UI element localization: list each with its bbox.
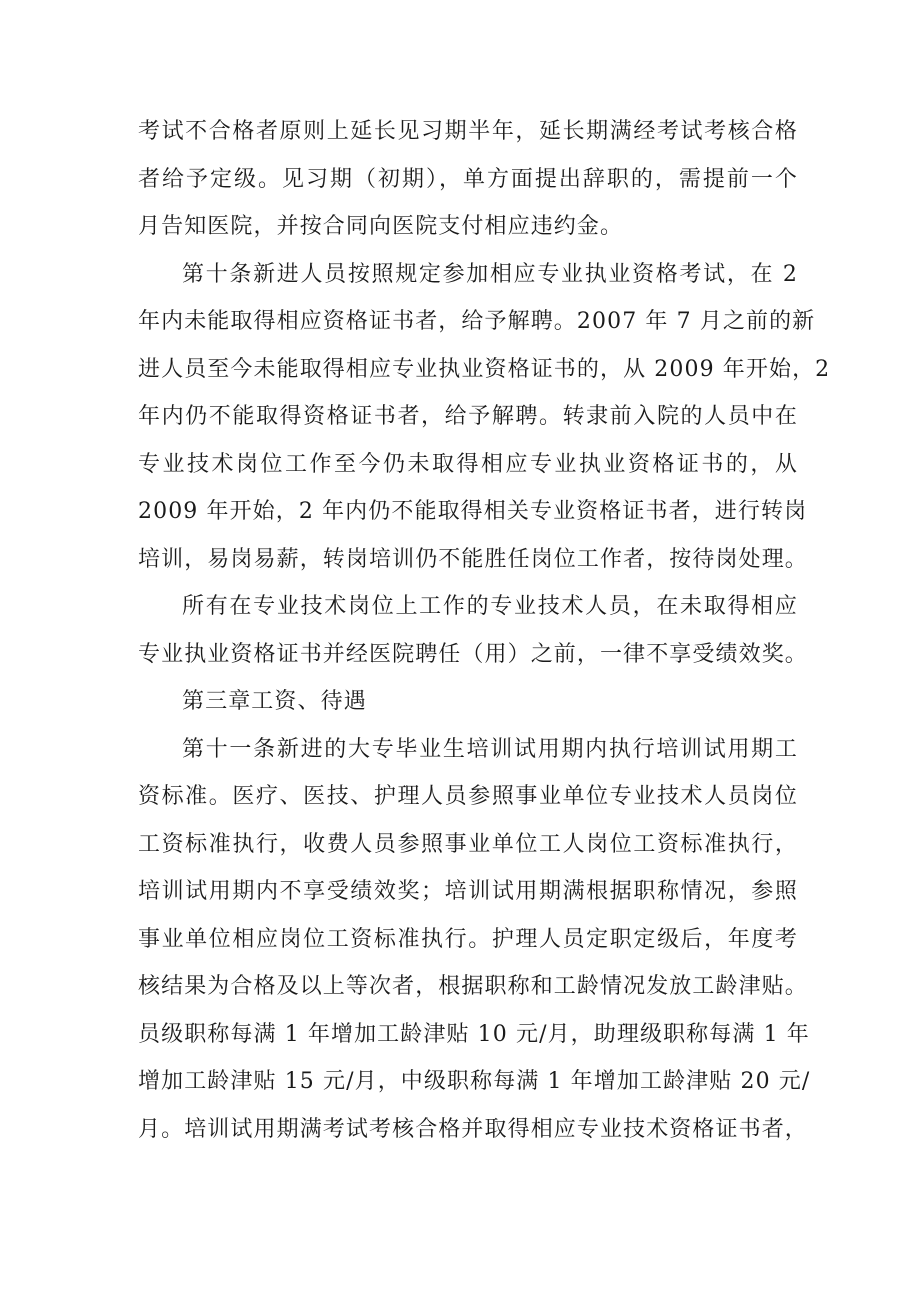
text-line: 月告知医院，并按合同向医院支付相应违约金。	[138, 214, 624, 239]
paragraph-probation-continuation	[138, 108, 798, 251]
paragraph-article-11	[138, 726, 811, 1154]
text-line: 核结果为合格及以上等次者，根据职称和工龄情况发放工龄津贴。	[138, 974, 808, 999]
text-line: 增加工龄津贴 15 元/月，中级职称每满 1 年增加工龄津贴 20 元/	[138, 1069, 811, 1094]
text-line: 所有在专业技术岗位上工作的专业技术人员，在未取得相应	[182, 594, 798, 619]
text-line: 月。培训试用期满考试考核合格并取得相应专业技术资格证书者，	[138, 1116, 808, 1142]
chapter-heading	[138, 678, 798, 726]
text-line: 者给予定级。见习期（初期），单方面提出辞职的，需提前一个	[138, 166, 798, 192]
text-line: 培训试用期内不享受绩效奖；培训试用期满根据职称情况，参照	[138, 879, 798, 904]
text-line: 培训，易岗易薪，转岗培训仍不能胜任岗位工作者，按待岗处理。	[138, 546, 808, 572]
text-line: 专业技术岗位工作至今仍未取得相应专业执业资格证书的，从	[138, 451, 798, 477]
text-line: 年内仍不能取得资格证书者，给予解聘。转隶前入院的人员中在	[138, 404, 798, 429]
text-line: 员级职称每满 1 年增加工龄津贴 10 元/月，助理级职称每满 1 年	[138, 1021, 810, 1047]
paragraph-qualification-bonus	[138, 583, 808, 678]
chapter-title: 第三章工资、待遇	[182, 689, 367, 714]
text-line: 工资标准执行，收费人员参照事业单位工人岗位工资标准执行，	[138, 831, 798, 857]
text-line: 第十条新进人员按照规定参加相应专业执业资格考试，在 2	[182, 261, 798, 287]
text-line: 专业执业资格证书并经医院聘任（用）之前，一律不享受绩效奖。	[138, 641, 808, 667]
text-line: 资标准。医疗、医技、护理人员参照事业单位专业技术人员岗位	[138, 784, 798, 809]
text-line: 第十一条新进的大专毕业生培训试用期内执行培训试用期工	[182, 736, 798, 762]
text-line: 进人员至今未能取得相应专业执业资格证书的，从 2009 年开始，2	[138, 356, 831, 382]
text-line: 2009 年开始，2 年内仍不能取得相关专业资格证书者，进行转岗	[138, 499, 808, 524]
text-line: 事业单位相应岗位工资标准执行。护理人员定职定级后，年度考	[138, 926, 798, 952]
text-line: 年内未能取得相应资格证书者，给予解聘。2007 年 7 月之前的新	[138, 309, 816, 334]
document-body	[138, 108, 831, 1153]
paragraph-article-10	[138, 251, 831, 584]
text-line: 考试不合格者原则上延长见习期半年，延长期满经考试考核合格	[138, 119, 798, 144]
